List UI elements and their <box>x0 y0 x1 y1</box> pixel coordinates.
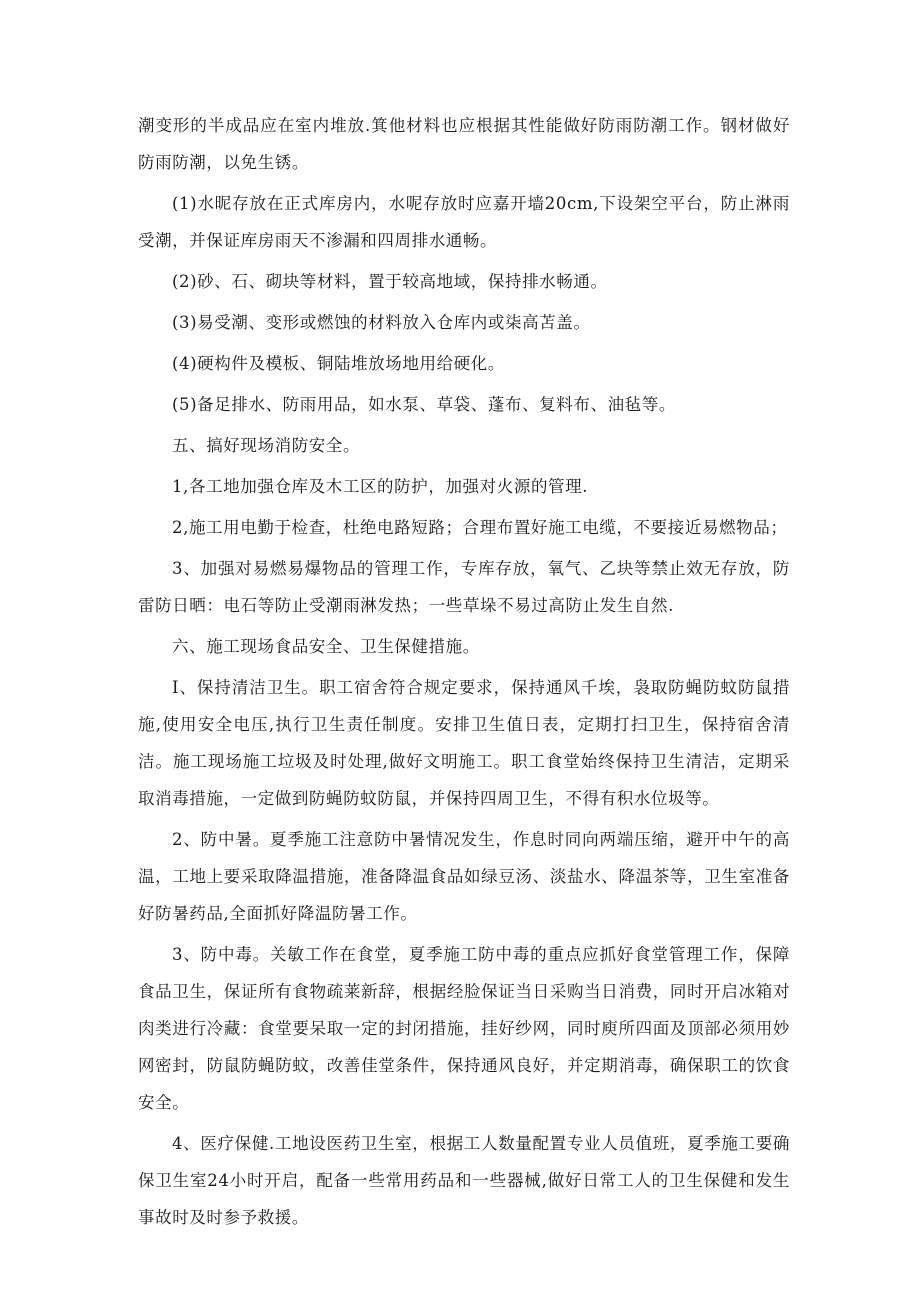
paragraph-medical: 4、医疗保健.工地设医药卫生室，根据工人数量配置专业人员值班，夏季施工要确保卫生室24小时开启，配备一些常用药品和一些器械,做好日常工人的卫生保健和发生事故时及时参予救援。 <box>138 1134 790 1227</box>
section-heading-food-safety: 六、施工现场食品安全、卫生保健措施。 <box>172 637 480 656</box>
paragraph-item-4: (4)硬构件及模板、铜陆堆放场地用给硬化。 <box>172 354 505 373</box>
paragraph-fire-1: 1,各工地加强仓库及木工区的防护，加强对火源的管理. <box>172 477 589 496</box>
paragraph-item-2: (2)砂、石、砌块等材料，置于较高地域，保持排水畅通。 <box>172 272 608 291</box>
paragraph-fire-3: 3、加强对易燃易爆物品的管理工作，专库存放，氧气、乙块等禁止效无存放，防雷防日晒：电石等防止受潮雨淋发热；一些草垛不易过高防止发生自然. <box>138 559 790 615</box>
paragraph-heatstroke: 2、防中暑。夏季施工注意防中暑情况发生，作息时同向两端压缩，避开中午的高温，工地上要采取降温措施，准备降温食品如绿豆汤、淡盐水、降温茶等，卫生室准备好防暑药品,全面抓好降温防暑工作。 <box>138 830 790 923</box>
paragraph-item-5: (5)备足排水、防雨用品，如水泵、草袋、蓬布、复料布、油毡等。 <box>172 395 676 414</box>
paragraph-hygiene: I、保持清洁卫生。职工宿舍符合规定要求，保持通风千埃，袅取防蝇防蚊防鼠措施,使用安全电压,执行卫生责任制度。安排卫生值日表，定期打扫卫生，保持宿舍清洁。施工现场施工垃圾及时处理,做好文明施工。职工食堂始终保持卫生清洁，定期采取消毒措施，一定做到防蝇防蚊防鼠，并保持四周卫生，不得有积水位圾等。 <box>138 678 790 808</box>
paragraph-item-3: (3)易受潮、变形或燃蚀的材料放入仓库内或柒高苫盖。 <box>172 313 591 332</box>
paragraph-continuation: 潮变形的半成品应在室内堆放.箕他材料也应根据其性能做好防雨防潮工作。钢材做好防雨防潮，以免生锈。 <box>138 116 790 172</box>
paragraph-fire-2: 2,施工用电勤于检查，杜绝电路短路；合理布置好施工电缆，不要接近易燃物品； <box>172 518 788 537</box>
paragraph-item-1: (1)水昵存放在正式库房内，水呢存放时应嘉开墙20cm,下设架空平台，防止淋雨受潮，并保证库房雨天不渗漏和四周排水通畅。 <box>138 194 790 250</box>
paragraph-poisoning: 3、防中毒。关敏工作在食堂，夏季施工防中毒的重点应抓好食堂管理工作，保障食品卫生，保证所有食物疏莱新辞，根据经脸保证当日采购当日消费，同时开启冰箱对肉类进行冷藏：食堂要呆取一定的封闭措施，挂好纱网，同时庾所四面及顶部必须用妙网密封，防鼠防蝇防蚊，改善佳堂条件，保持通风良好，并定期消毒，确保职工的饮食安全。 <box>138 945 790 1112</box>
section-heading-fire-safety: 五、搞好现场消防安全。 <box>172 436 361 455</box>
